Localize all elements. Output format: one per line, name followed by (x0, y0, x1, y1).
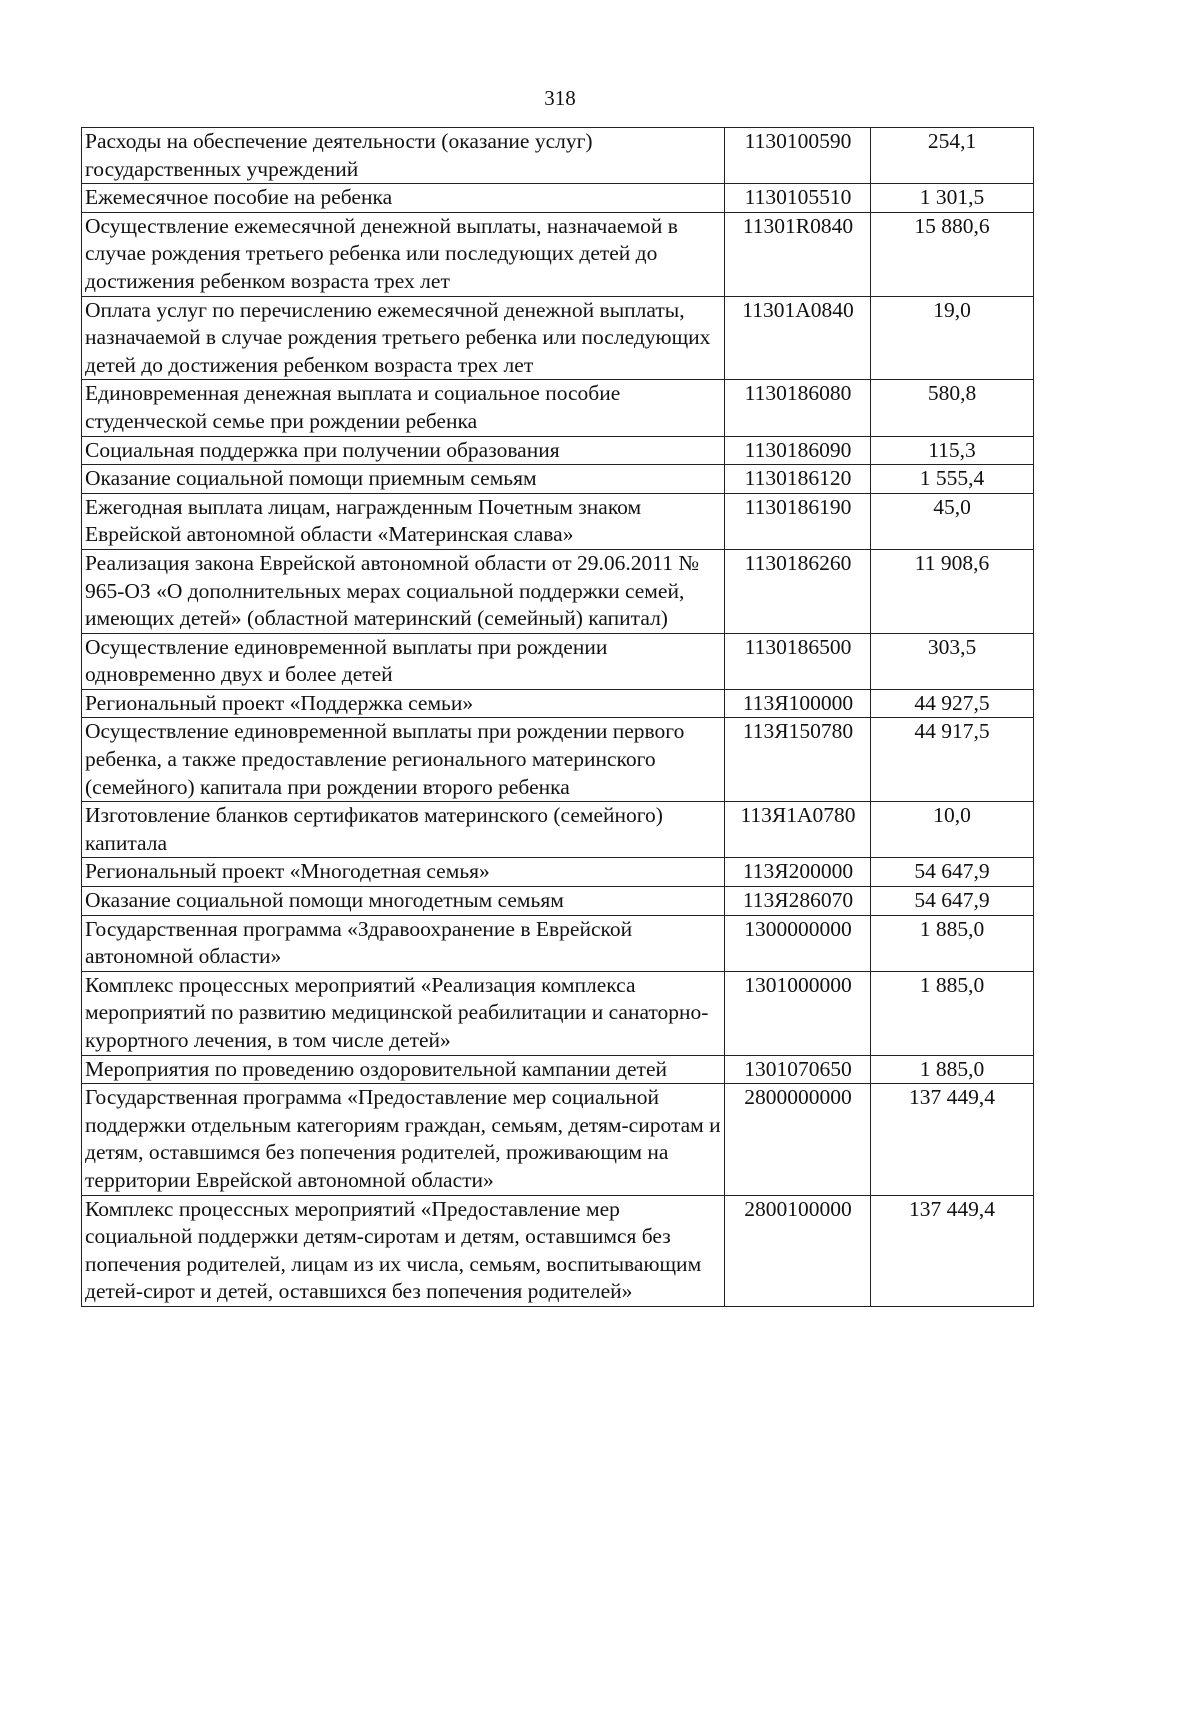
row-code-cell: 1130186090 (725, 436, 871, 465)
row-name-cell: Реализация закона Еврейской автономной области от 29.06.2011 № 965-ОЗ «О дополнительных мерах социальной поддержки семей, имеющих детей» (областной материнский (семейный) капитал) (82, 549, 725, 633)
row-code-cell: 113Я200000 (725, 858, 871, 887)
row-code-cell: 1130186260 (725, 549, 871, 633)
row-name-cell: Социальная поддержка при получении образования (82, 436, 725, 465)
table-row (82, 436, 1034, 465)
row-amount-cell: 11 908,6 (871, 549, 1034, 633)
row-code-cell: 2800000000 (725, 1084, 871, 1195)
row-code-cell: 113Я150780 (725, 718, 871, 802)
row-name-cell: Оказание социальной помощи приемным семьям (82, 465, 725, 494)
row-name-cell: Комплекс процессных мероприятий «Реализация комплекса мероприятий по развитию медицинской реабилитации и санаторно-курортного лечения, в том числе детей» (82, 971, 725, 1055)
table-row (82, 718, 1034, 802)
row-name-cell: Государственная программа «Предоставление мер социальной поддержки отдельным категориям граждан, семьям, детям-сиротам и детям, оставшимся без попечения родителей, проживающим на территории Еврейской автономной области» (82, 1084, 725, 1195)
budget-table-body (82, 128, 1034, 1307)
row-code-cell: 113Я1А0780 (725, 802, 871, 858)
table-row (82, 915, 1034, 971)
table-row (82, 212, 1034, 296)
row-code-cell: 1300000000 (725, 915, 871, 971)
row-code-cell: 11301A0840 (725, 296, 871, 380)
row-amount-cell: 137 449,4 (871, 1084, 1034, 1195)
table-row (82, 1195, 1034, 1306)
row-amount-cell: 10,0 (871, 802, 1034, 858)
table-row (82, 633, 1034, 689)
table-row (82, 549, 1034, 633)
row-amount-cell: 19,0 (871, 296, 1034, 380)
table-row (82, 380, 1034, 436)
row-amount-cell: 1 555,4 (871, 465, 1034, 494)
row-name-cell: Региональный проект «Многодетная семья» (82, 858, 725, 887)
row-amount-cell: 44 917,5 (871, 718, 1034, 802)
row-code-cell: 1301000000 (725, 971, 871, 1055)
table-row (82, 1055, 1034, 1084)
table-row (82, 887, 1034, 916)
row-amount-cell: 54 647,9 (871, 887, 1034, 916)
row-name-cell: Осуществление ежемесячной денежной выплаты, назначаемой в случае рождения третьего ребенка или последующих детей до достижения ребенком возраста трех лет (82, 212, 725, 296)
table-row (82, 858, 1034, 887)
row-code-cell: 2800100000 (725, 1195, 871, 1306)
table-row (82, 493, 1034, 549)
row-amount-cell: 1 885,0 (871, 915, 1034, 971)
row-amount-cell: 254,1 (871, 128, 1034, 184)
table-row (82, 689, 1034, 718)
row-amount-cell: 1 885,0 (871, 1055, 1034, 1084)
row-name-cell: Комплекс процессных мероприятий «Предоставление мер социальной поддержки детям-сиротам и детям, оставшимся без попечения родителей, лицам из их числа, семьям, воспитывающим детей-сирот и детей, оставшихся без попечения родителей» (82, 1195, 725, 1306)
row-name-cell: Изготовление бланков сертификатов материнского (семейного) капитала (82, 802, 725, 858)
row-code-cell: 1130186120 (725, 465, 871, 494)
table-row (82, 802, 1034, 858)
row-name-cell: Расходы на обеспечение деятельности (оказание услуг) государственных учреждений (82, 128, 725, 184)
row-name-cell: Единовременная денежная выплата и социальное пособие студенческой семье при рождении ребенка (82, 380, 725, 436)
table-row (82, 465, 1034, 494)
row-code-cell: 113Я286070 (725, 887, 871, 916)
row-code-cell: 1130186080 (725, 380, 871, 436)
row-amount-cell: 15 880,6 (871, 212, 1034, 296)
row-name-cell: Ежегодная выплата лицам, награжденным Почетным знаком Еврейской автономной области «Материнская слава» (82, 493, 725, 549)
row-name-cell: Ежемесячное пособие на ребенка (82, 184, 725, 213)
row-name-cell: Оказание социальной помощи многодетным семьям (82, 887, 725, 916)
row-amount-cell: 115,3 (871, 436, 1034, 465)
row-name-cell: Оплата услуг по перечислению ежемесячной денежной выплаты, назначаемой в случае рождения третьего ребенка или последующих детей до достижения ребенком возраста трех лет (82, 296, 725, 380)
table-row (82, 184, 1034, 213)
row-name-cell: Государственная программа «Здравоохранение в Еврейской автономной области» (82, 915, 725, 971)
row-amount-cell: 303,5 (871, 633, 1034, 689)
row-amount-cell: 580,8 (871, 380, 1034, 436)
row-code-cell: 113Я100000 (725, 689, 871, 718)
row-name-cell: Мероприятия по проведению оздоровительной кампании детей (82, 1055, 725, 1084)
row-code-cell: 1301070650 (725, 1055, 871, 1084)
row-name-cell: Региональный проект «Поддержка семьи» (82, 689, 725, 718)
row-amount-cell: 54 647,9 (871, 858, 1034, 887)
table-row (82, 296, 1034, 380)
row-code-cell: 1130186190 (725, 493, 871, 549)
row-amount-cell: 137 449,4 (871, 1195, 1034, 1306)
row-amount-cell: 44 927,5 (871, 689, 1034, 718)
table-row (82, 1084, 1034, 1195)
row-code-cell: 1130100590 (725, 128, 871, 184)
row-code-cell: 1130105510 (725, 184, 871, 213)
table-row (82, 971, 1034, 1055)
row-amount-cell: 1 301,5 (871, 184, 1034, 213)
row-amount-cell: 1 885,0 (871, 971, 1034, 1055)
row-code-cell: 1130186500 (725, 633, 871, 689)
table-row (82, 128, 1034, 184)
page-number: 318 (544, 86, 576, 110)
row-name-cell: Осуществление единовременной выплаты при рождении первого ребенка, а также предоставление регионального материнского (семейного) капитала при рождении второго ребенка (82, 718, 725, 802)
row-name-cell: Осуществление единовременной выплаты при рождении одновременно двух и более детей (82, 633, 725, 689)
budget-table (81, 127, 1034, 1307)
row-code-cell: 11301R0840 (725, 212, 871, 296)
row-amount-cell: 45,0 (871, 493, 1034, 549)
